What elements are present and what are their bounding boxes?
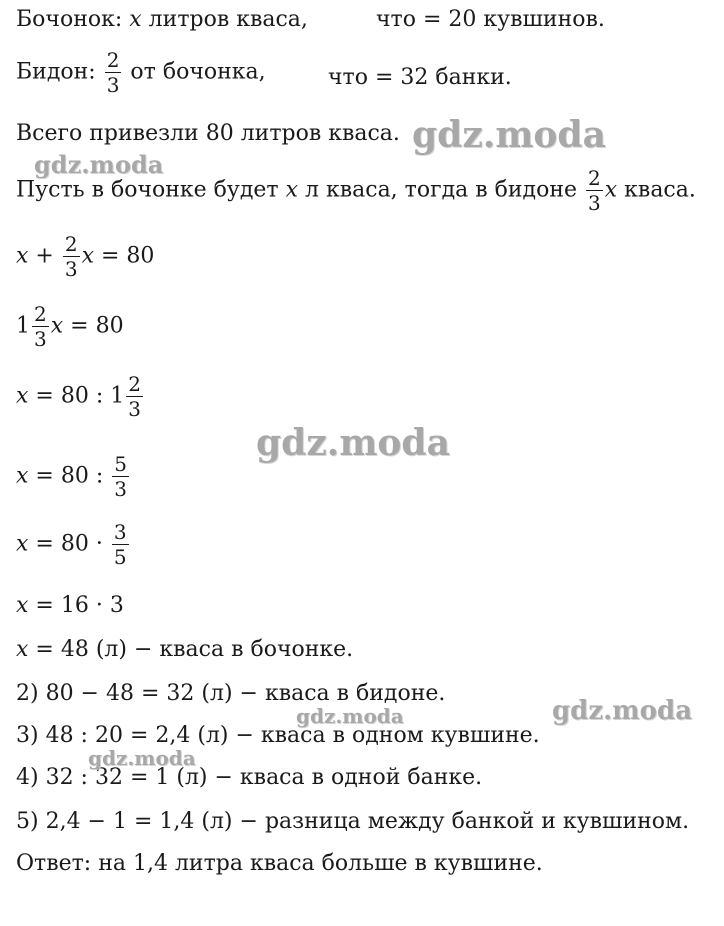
fraction: $\frac{2}{3}$: [106, 48, 120, 97]
equation-6: x = 16 · 3: [16, 593, 124, 618]
watermark: gdz.moda: [296, 704, 404, 728]
step-5: 5) 2,4 − 1 = 1,4 (л) − разница между банкой и кувшином.: [16, 809, 690, 834]
line-barrel: Бочонок: x литров кваса, что = 20 кувшинов.: [16, 7, 605, 32]
step-3: 3) 48 : 20 = 2,4 (л) − кваса в одном кувшине.: [16, 723, 540, 748]
step-2: 2) 80 − 48 = 32 (л) − кваса в бидоне.: [16, 681, 446, 706]
fraction: $\frac{2}{3}$: [64, 232, 78, 281]
equation-2: 1 $\frac{2}{3}$ x = 80: [16, 302, 124, 351]
watermark: gdz.moda: [88, 746, 196, 770]
watermark: gdz.moda: [412, 114, 606, 156]
watermark: gdz.moda: [256, 422, 450, 464]
equation-7: x = 48 (л) − кваса в бочонке.: [16, 637, 354, 662]
fraction: $\frac{2}{3}$: [588, 166, 601, 215]
equation-4: x = 80 : $\frac{5}{3}$: [16, 452, 127, 501]
equation-5: x = 80 · $\frac{3}{5}$: [16, 520, 127, 569]
fraction: $\frac{5}{3}$: [114, 452, 127, 501]
line-can: Бидон: $\frac{2}{3}$ от бочонка, что = 32 банки.: [16, 48, 512, 97]
step-4: 4) 32 : 32 = 1 (л) − кваса в одной банке.: [16, 765, 483, 790]
fraction: $\frac{2}{3}$: [128, 372, 141, 421]
fraction: $\frac{2}{3}$: [34, 302, 47, 351]
equation-1: x + $\frac{2}{3}$ x = 80: [16, 232, 155, 281]
line-total: Всего привезли 80 литров кваса.: [16, 121, 400, 146]
watermark: gdz.moda: [34, 150, 164, 179]
line-let: Пусть в бочонке будет x л кваса, тогда в бидоне $\frac{2}{3}$ x кваса.: [16, 166, 696, 215]
answer-line: Ответ: на 1,4 литра кваса больше в кувшине.: [16, 851, 543, 876]
watermark: gdz.moda: [552, 696, 693, 726]
fraction: $\frac{3}{5}$: [113, 520, 127, 569]
equation-3: x = 80 : 1 $\frac{2}{3}$: [16, 372, 141, 421]
